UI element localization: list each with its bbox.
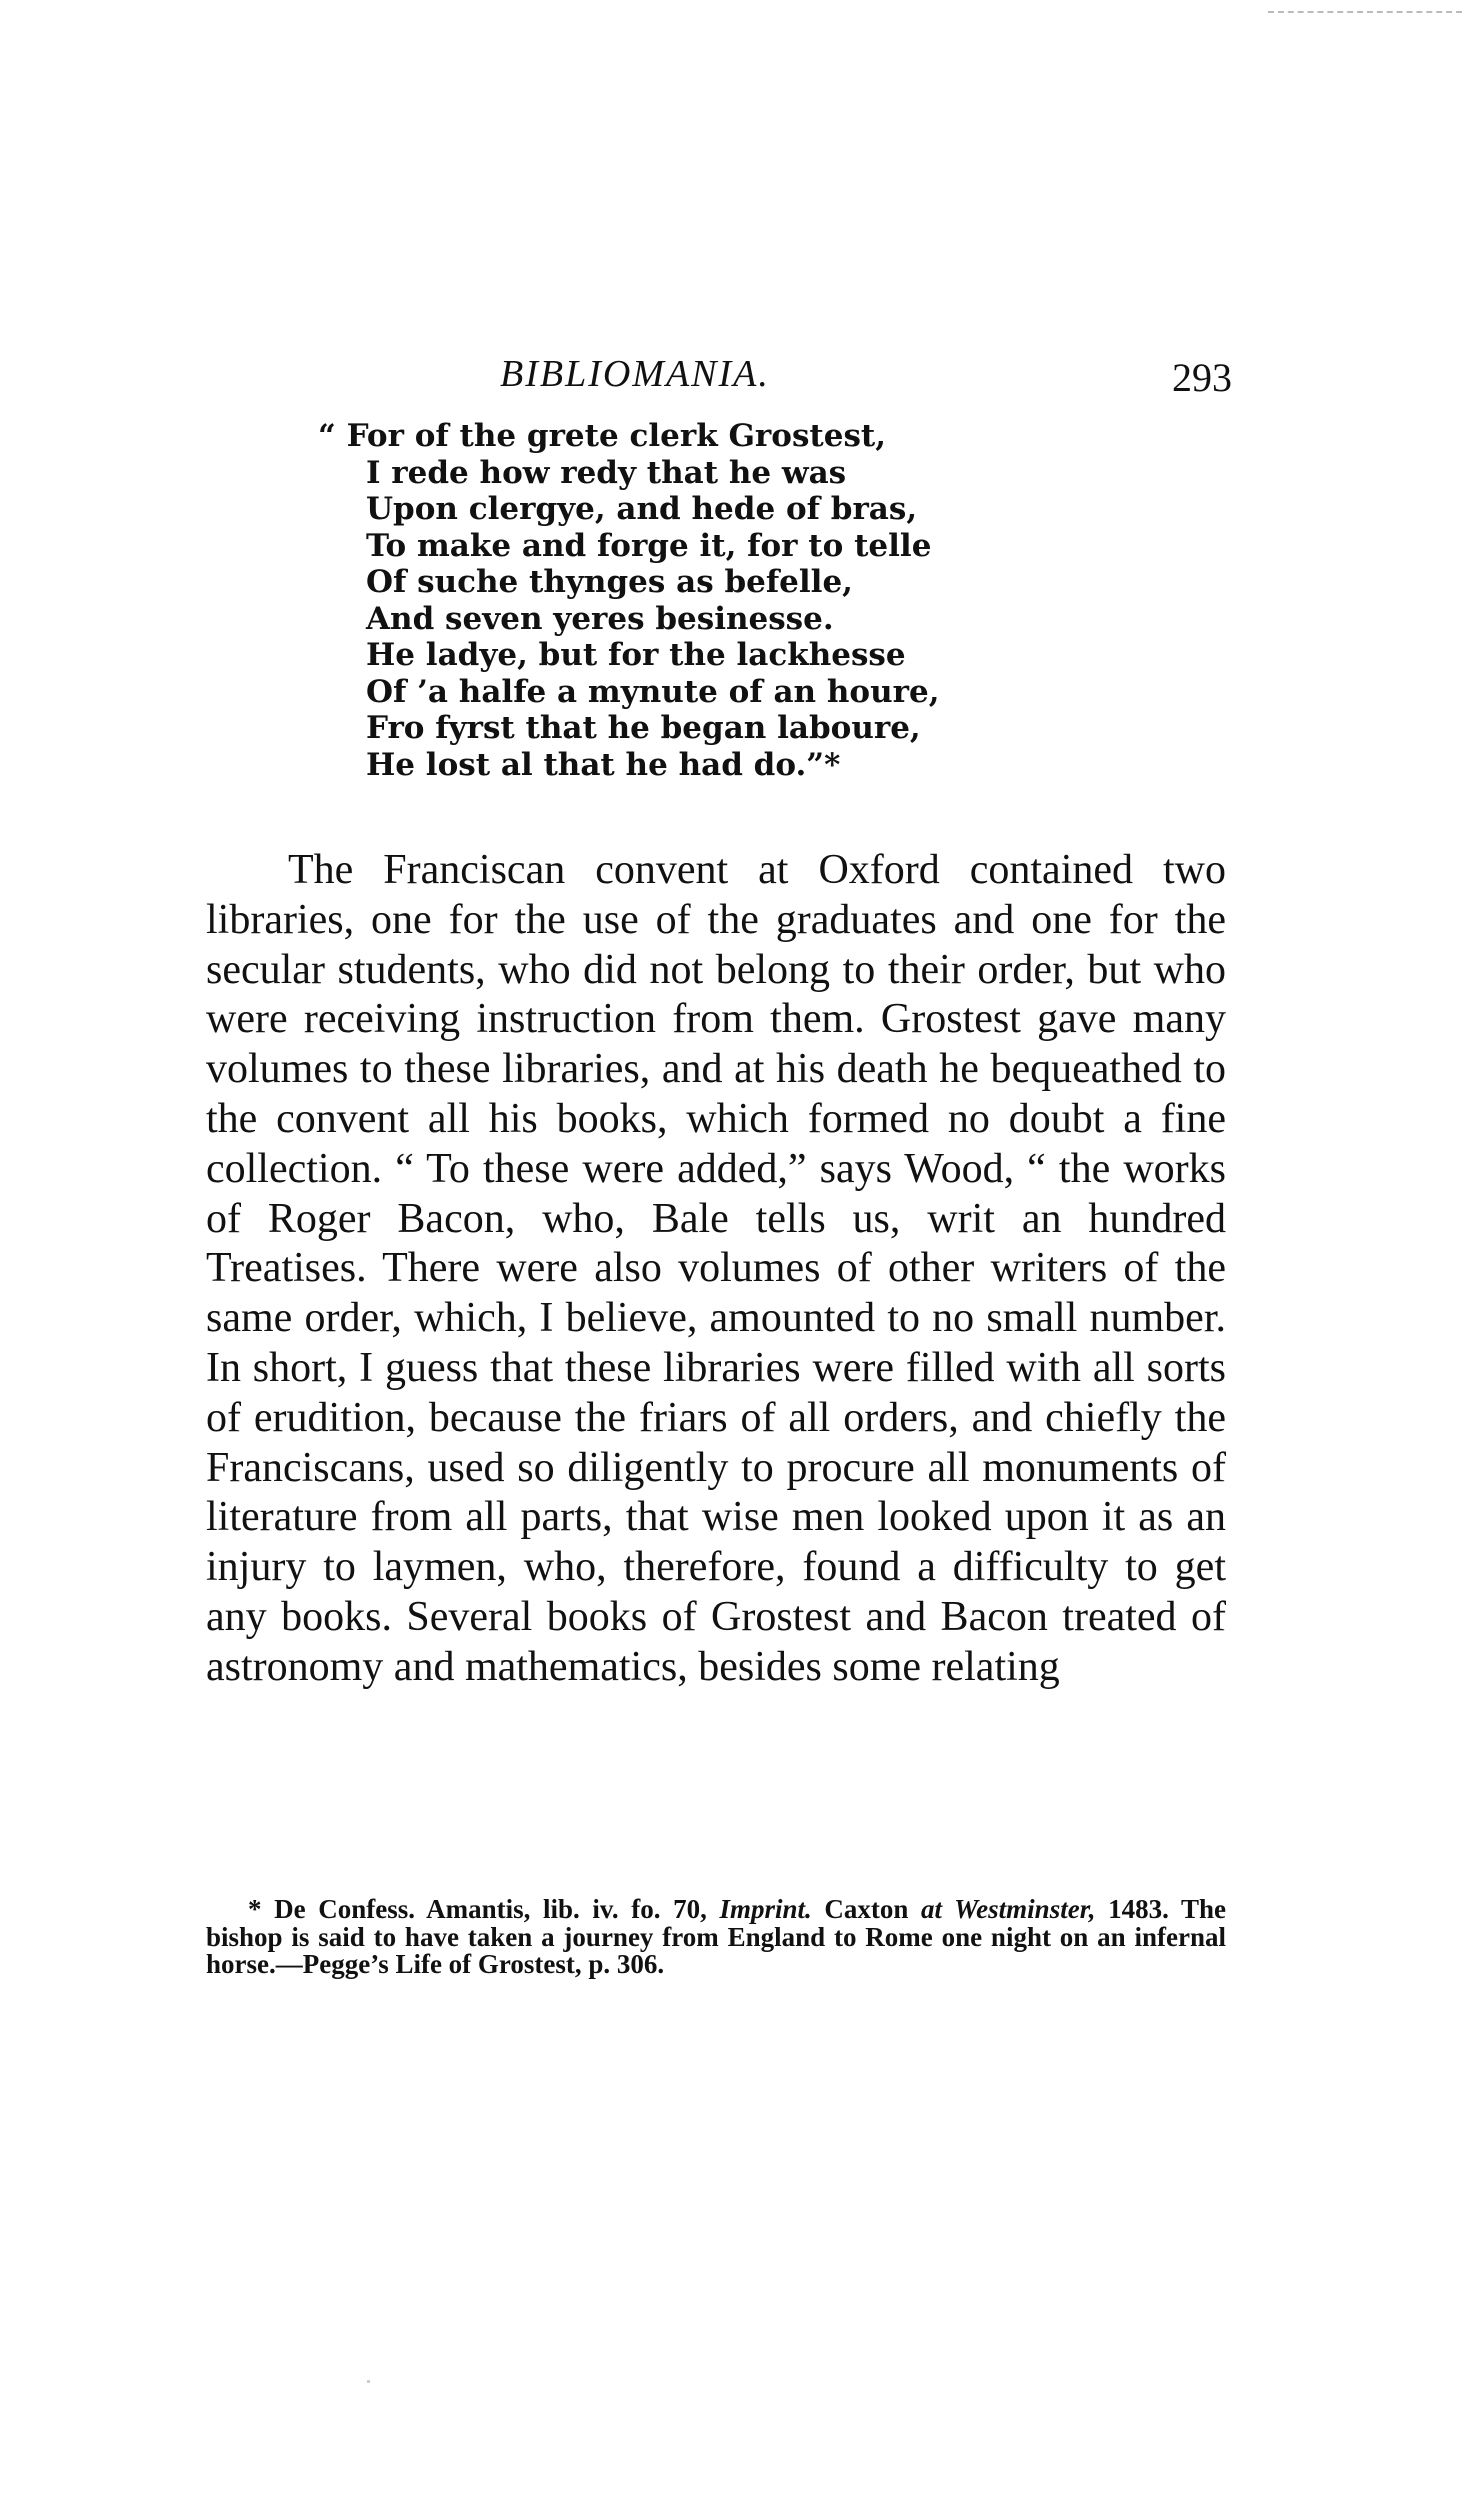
scan-speck (367, 2380, 370, 2383)
verse-line: Fro fyrst that he began laboure, (366, 710, 921, 746)
footnote-place: at Westminster, (921, 1894, 1096, 1924)
verse-line: Of ’a halfe a mynute of an houre, (366, 673, 940, 710)
verse-line: He lost al that he had do.”* (366, 746, 841, 783)
footnote-text: Caxton (811, 1894, 922, 1924)
footnote (206, 1896, 1226, 1979)
footnote-text: * De Confess. Amantis, lib. iv. fo. 70, (248, 1894, 720, 1924)
body-paragraph: The Franciscan convent at Oxford contained two libraries, one for the use of the graduates and one for the secular students, who did not belong to their order, but who were receiving instruction from them. Grostest gave many volumes to these libraries, and at his death he bequeathed to the convent all his books, which formed no doubt a fine collection. “ To these were added,” says Wood, “ the works of Roger Bacon, who, Bale tells us, writ an hundred Treatises. There were also volumes of other writers of the same order, which, I believe, amounted to no small number. In short, I guess that these libraries were filled with all sorts of erudition, because the friars of all orders, and chiefly the Franciscans, used so diligently to procure all monuments of literature from all parts, that wise men looked upon it as an injury to laymen, who, therefore, found a difficulty to get any books. Several books of Grostest and Bacon treated of astronomy and mathematics, besides some relating (206, 847, 1226, 1690)
verse-line: To make and forge it, for to telle (366, 527, 932, 564)
running-title: BIBLIOMANIA. (500, 353, 770, 395)
body-text (206, 846, 1226, 1693)
verse-line: And seven yeres besinesse. (366, 600, 834, 637)
scan-edge-rule (1268, 11, 1462, 13)
footnote-text: 1483. The bishop is said to have taken a journey from England to Rome one night on an infernal horse.—Pegge’s Life of Grostest, p. 306. (206, 1894, 1226, 1979)
verse-line: He ladye, but for the lackhesse (366, 637, 906, 673)
page-header (0, 352, 1462, 402)
verse-line: “ For of the grete clerk Grostest, (318, 418, 887, 454)
verse-line: Of suche thynges as befelle, (366, 564, 853, 600)
blackletter-verse (318, 418, 940, 783)
footnote-imprint: Imprint. (719, 1894, 812, 1924)
verse-line: I rede how redy that he was (366, 454, 847, 491)
page-number: 293 (1172, 355, 1232, 400)
verse-line: Upon clergye, and hede of bras, (366, 491, 918, 527)
